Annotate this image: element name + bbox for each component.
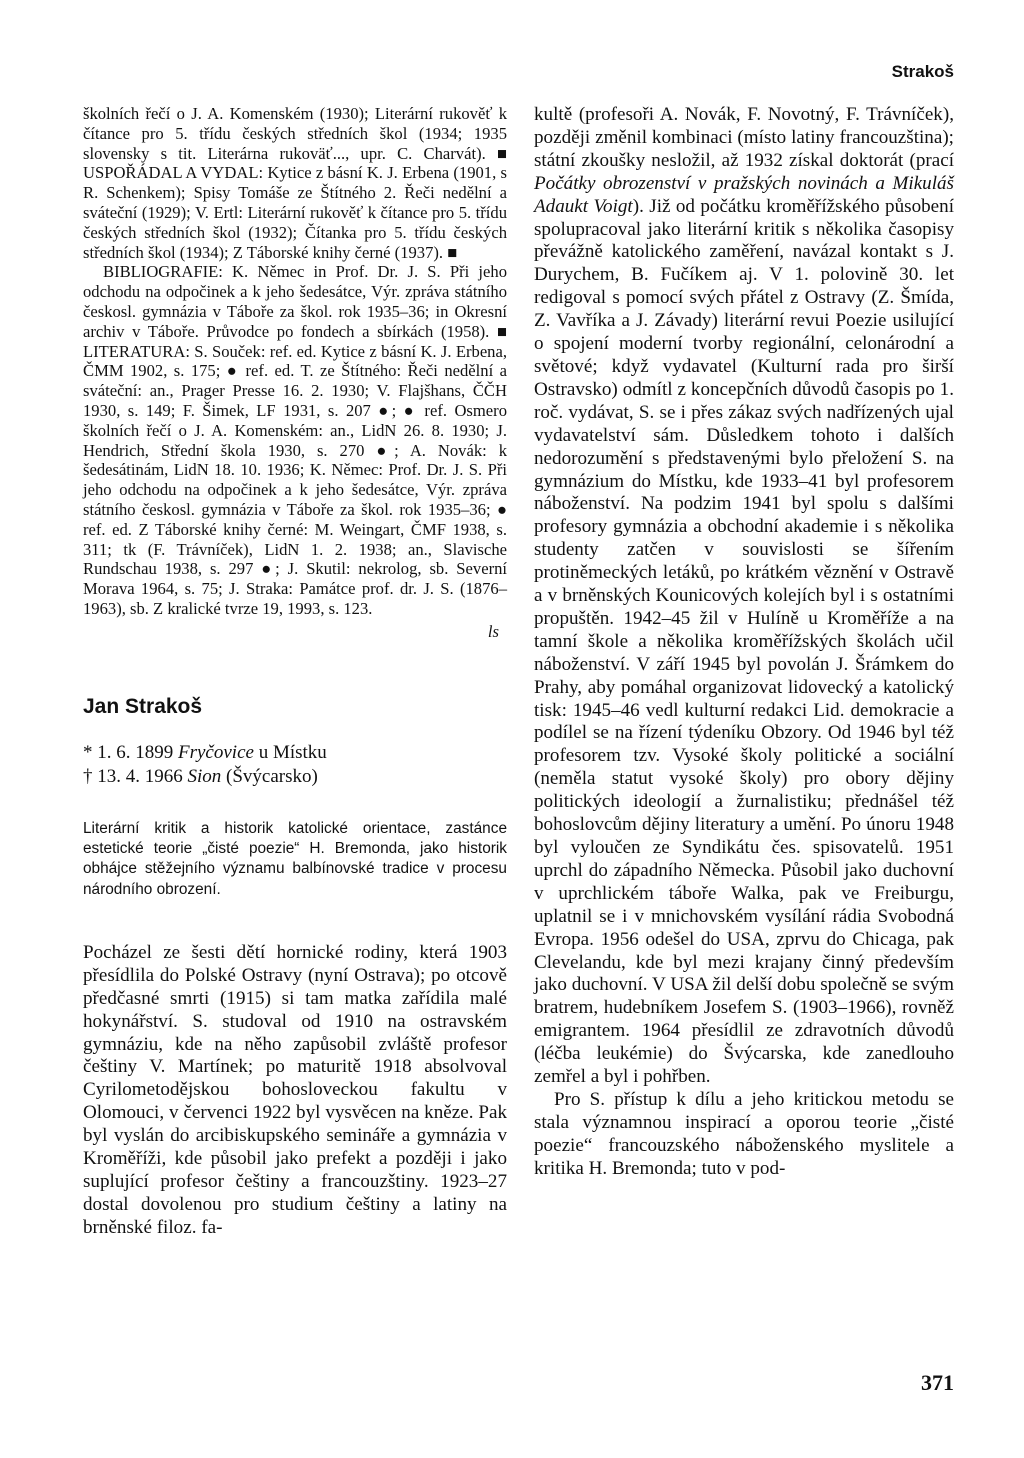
death-place: Sion bbox=[187, 765, 222, 787]
birth-line bbox=[83, 741, 507, 765]
life-dates bbox=[83, 741, 507, 789]
death-place-suffix: (Švýcarsko) bbox=[226, 765, 318, 787]
entry-body-left: Pocházel ze šesti dětí hornické rodiny, která 1903 přesídlila do Polské Ostravy (nyní Ostrava); po otcově předčasné smrti (1915) si tam matka zařídila malé hokynářství. S. studoval od 1910 na ostravském gymnáziu, kde na něho zapůsobil zvláště profesor češtiny V. Martínek; po maturitě 1918 absolvoval Cyrilometodějskou bohosloveckou fakultu v Olomouci, v červenci 1922 byl vysvěcen na kněze. Pak byl vyslán do arcibiskupského semináře a gymnázia v Kroměříži, kde působil jako prefekt a později i jako suplující profesor češtiny a francouzštiny. 1923–27 dostal dovolenou pro studium češtiny a latiny na brněnské filoz. fa- bbox=[83, 941, 507, 1238]
entry-surname: Strakoš bbox=[125, 694, 203, 718]
entry-abstract: Literární kritik a historik katolické orientace, zastánce estetické teorie „čisté poezie“ H. Bremonda, jako historik obhájce stěžejního významu balbínovské tradice v procesu národního obrození. bbox=[83, 819, 507, 898]
birth-date: * 1. 6. 1899 bbox=[83, 741, 174, 763]
running-head: Strakoš bbox=[891, 62, 954, 81]
bibliography-literature-paragraph: BIBLIOGRAFIE: K. Němec in Prof. Dr. J. S. Při jeho odchodu na odpočinek a k jeho šedesátce, Výr. zpráva státního českosl. gymnázia v Táboře za škol. rok 1935–36; in Okresní archiv v Táboře. Průvodce po fondech a sbírkách (1958). ■ LITERATURA: S. Souček: ref. ed. Kytice z básní K. J. Erbena, ČMM 1902, s. 175; ● ref. ed. T. ze Štítného: Řeči nedělní a sváteční: an., Prager Presse 16. 2. 1930; V. Flajšhans, ČČH 1930, s. 149; F. Šimek, LF 1931, s. 207 ●; ● ref. Osmero školních řečí o J. A. Komenském: an., LidN 26. 8. 1930; J. Hendrich, Střední škola 1930, s. 270 ●; A. Novák: k šedesátinám, LidN 18. 10. 1936; K. Němec: Prof. Dr. J. S. Při jeho odchodu na odpočinek a k jeho šedesátce, Výr. zpráva státního českosl. gymnázia v Táboře za škol. rok 1935–36; ● ref. ed. Z Táborské knihy černé: M. Weingart, ČMF 1938, s. 311; tk (F. Trávníček), LidN 1. 2. 1938; an., Slavische Rundschau 1938, s. 297 ●; J. Skutil: nekrolog, sb. Severní Morava 1964, s. 75; J. Straka: Památce prof. dr. J. S. (1876–1963), sb. Z kralické tvrze 19, 1993, s. 123. bbox=[83, 262, 507, 618]
death-date: † 13. 4. 1966 bbox=[83, 765, 183, 787]
birth-place-suffix: u Místku bbox=[258, 741, 327, 763]
author-signature: ls bbox=[487, 621, 499, 641]
entry-first-name: Jan bbox=[83, 694, 120, 718]
left-column bbox=[83, 104, 507, 1240]
birth-place: Fryčovice bbox=[178, 741, 254, 763]
entry-title bbox=[83, 695, 507, 719]
page-number: 371 bbox=[921, 1370, 954, 1395]
body-text-segment: kultě (profesoři A. Novák, F. Novotný, F. Trávníček), později změnil kombinaci (místo latiny francouzština); státní zkoušky nesložil, až 1932 získal doktorát (prací bbox=[534, 104, 954, 171]
body-text-segment: ). Již od počátku kroměřížského působení spolupracoval jako literární kritik s několika časopisy převážně katolického zaměření, navázal kontakt s J. Durychem, B. Fučíkem aj. V 1. polovině 30. let redigoval s pomocí svých přátel z Ostravy (Z. Šmída, Z. Vavříka a J. Závady) literární revui Poezie usilující o spojení moderní tvorby regionální, celonárodní a světové; když vydavatel (Kulturní rada pro širší Ostravsko) odmítl z koncepčních důvodů časopis po 1. roč. vydávat, S. se i přes zákaz svých nadřízených ujal vydavatelství sám. Důsledkem tohoto i dalších nedorozumění s představenými bylo přeložení S. na gymnázium do Místku, kde 1933–41 byl profesorem náboženství. Na podzim 1941 byl spolu s dalšími profesory gymnázia a obchodní akademie i s několika studenty zatčen v souvislosti se šířením protiněmeckých letáků, po krátkém věznění v Ostravě a v brněnských Kounicových kolejích byl i s ostatními propuštěn. 1942–45 žil v Hulíně u Kroměříže a na tamní škole a několika kroměřížských školách učil náboženství. V září 1945 byl povolán J. Šrámkem do Prahy, aby pomáhal organizovat lidovecký a katolický tisk: 1945–46 vedl kulturní redakci Lid. demokracie a podílel se na řízení týdeníku Obzory. Od 1946 byl též profesorem tzv. Vysoké školy politické a sociální (neměla statut vysoké školy) pro obory dějiny politických ideologií a žurnalistiku; přednášel též bohoslovcům dějiny literatury a umění. Po únoru 1948 byl vyloučen ze Syndikátu čes. spisovatelů. 1951 uprchl do západního Německa. Působil jako duchovní v uprchlickém táboře Walka, pak ve Freiburgu, uplatnil se i v mnichovském vysílání rádia Svobodná Evropa. 1956 odešel do USA, zprvu do Chicaga, pak Clevelandu, kde byl mezi krajany činný především jako duchovní. V USA žil delší dobu společně se svým bratrem, hudebníkem Josefem S. (1903–1966), rovněž emigrantem. 1964 přesídlil ze zdravotních důvodů (léčba leukémie) do Švýcarska, kde zanedlouho zemřel a byl i pohřben. bbox=[534, 195, 954, 1088]
entry-body-right-p1 bbox=[534, 104, 954, 1089]
bibliography-works-paragraph: školních řečí o J. A. Komenském (1930); Literární rukověť k čítance pro 5. třídu českých středních škol (1934; 1935 slovensky s tit. Literárna rukoväť..., upr. C. Charvát). ■ USPOŘÁDAL A VYDAL: Kytice z básní K. J. Erbena (1901, s R. Schenkem); Spisy Tomáše ze Štítného 2. Řeči nedělní a sváteční (1929); V. Ertl: Literární rukověť k čítance pro 5. třídu českých středních škol (1932); Čítanka pro 5. třídu českých středních škol (1934); Z Táborské knihy černé (1937). ■ bbox=[83, 104, 507, 262]
work-title: Počátky obrozenství v pražských novinách a Mikuláš Adaukt Voigt bbox=[534, 172, 954, 217]
entry-body-right-p2: Pro S. přístup k dílu a jeho kritickou metodu se stala významnou inspirací a oporou teorie „čisté poezie“ francouzského náboženského myslitele a kritika H. Bremonda; tuto v pod- bbox=[534, 1088, 954, 1179]
death-line bbox=[83, 765, 507, 789]
right-column bbox=[534, 104, 954, 1181]
